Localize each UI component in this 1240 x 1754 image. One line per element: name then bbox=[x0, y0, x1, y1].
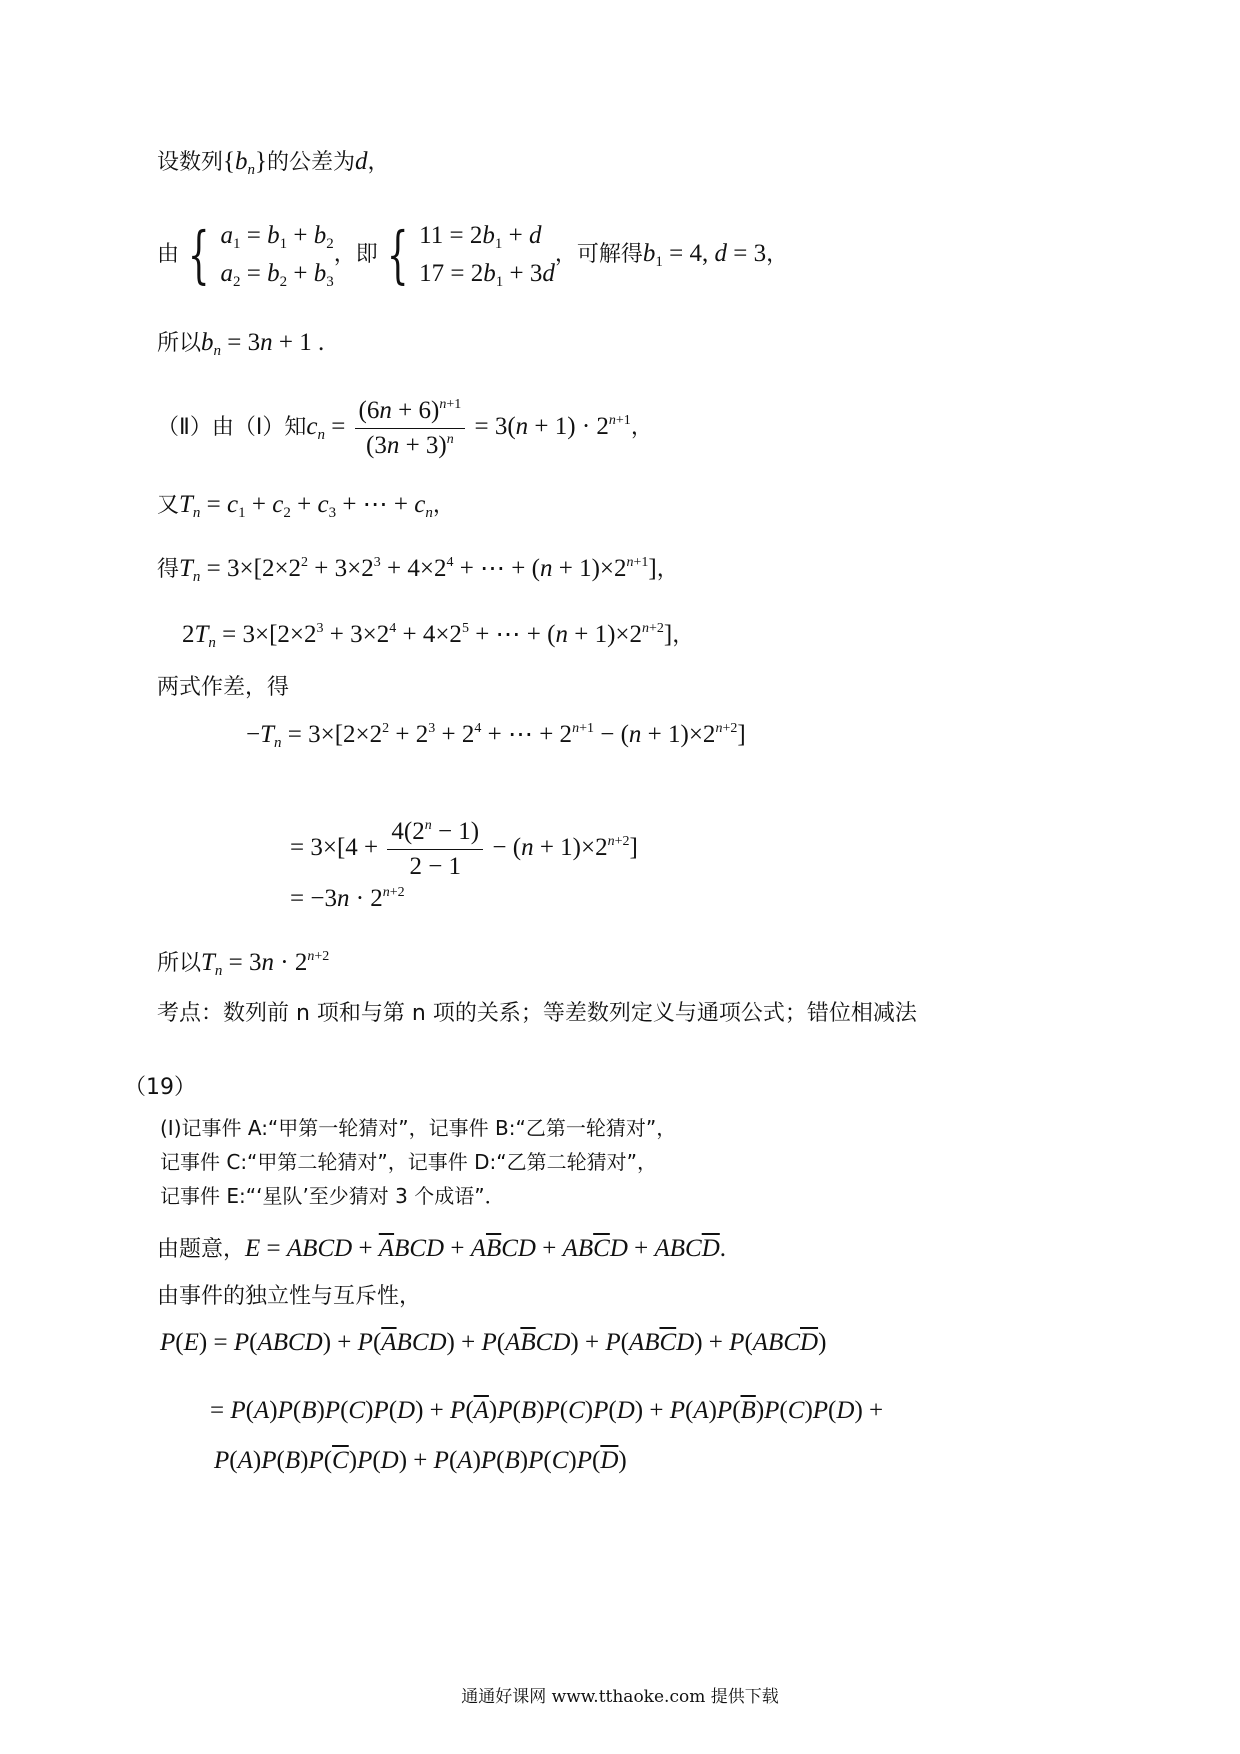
line-pe-expanded-1 bbox=[210, 1396, 883, 1427]
line-geometric-sum bbox=[290, 815, 638, 882]
line-common-difference: 设数列$\{b_n\}$的公差为d， bbox=[157, 148, 390, 178]
q19-event-line-1: (Ⅰ)记事件 A:“甲第一轮猜对”，记事件 B:“乙第一轮猜对”， bbox=[160, 1116, 677, 1140]
line-result-neg bbox=[290, 884, 405, 915]
formula-tn-expanded: $T_n = 3\times[2\times 2^2 + 3\times 2^3 + 4\times 2^4$ + ⋯ + $(n + 1)\times 2^{n+1}$] bbox=[179, 555, 657, 585]
line-system-of-equations: 由 { $a_1 = b_1 + b_2$ $a_2 = b_2 + b_3$ ，即 { $11 = 2b_1 + d$ $17 = 2b_1 + 3d$ ，可解得$b_1 = 4$, d = 3， bbox=[157, 218, 789, 291]
formula-tn-result: $T_n = 3n \cdot 2^{n+2}$ bbox=[201, 949, 330, 979]
formula-pe: P(E) = P(ABCD) + $P(\overline{A}BCD) + P(A\overline{B}CD) + P(AB\overline{C}D) + P(ABC\overline{D})$ bbox=[160, 1329, 827, 1356]
question-number-19: （19） bbox=[124, 1075, 196, 1100]
formula-neg-tn: $-T_n = 3\times[2\times 2^2 + 2^3 + 2^4$ + ⋯ + $2^{n+1} - (n + 1)\times 2^{n+2}$] bbox=[246, 721, 746, 751]
formula-d: d bbox=[355, 148, 368, 175]
line-pe bbox=[160, 1328, 826, 1359]
q19-event-line-2: 记事件 C:“甲第二轮猜对”，记事件 D:“乙第二轮猜对”， bbox=[160, 1150, 658, 1174]
formula-2tn-expanded: $2T_n = 3\times[2\times 2^3 + 3\times 2^4 + 4\times 2^5$ + ⋯ + $(n + 1)\times 2^{n+2}$] bbox=[182, 621, 673, 651]
formula-event-e: E = ABCD + $\overline{A}BCD + A\overline{B}CD + AB\overline{C}D + ABC\overline{D}$. bbox=[245, 1235, 727, 1262]
line-neg-tn bbox=[246, 720, 746, 751]
line-tn-expansion: 得$T_n = 3\times[2\times 2^2 + 3\times 2^3 + 4\times 2^4$ + ⋯ + $(n + 1)\times 2^{n+1}$]， bbox=[157, 555, 679, 585]
formula-pe-expanded-2: $P(A)P(B)P(\overline{C})P(D) + P(A)P(B)P(C)P(\overline{D})$ bbox=[214, 1447, 627, 1474]
line-event-e: 由题意，E = ABCD + $\overline{A}BCD + A\overline{B}CD + AB\overline{C}D + ABC\overline{D}$. bbox=[157, 1235, 727, 1262]
line-pe-expanded-2 bbox=[214, 1446, 627, 1477]
line-independence: 由事件的独立性与互斥性， bbox=[157, 1284, 422, 1309]
line-tn-result: 所以$T_n = 3n \cdot 2^{n+2}$ bbox=[157, 949, 330, 979]
line-kaodian: 考点：数列前 n 项和与第 n 项的关系；等差数列定义与通项公式；错位相减法 bbox=[157, 1001, 917, 1026]
formula-pe-expanded-1: = $P(A)P(B)P(C)P(D) + P(\overline{A})P(B)P(C)P(D) + P(A)P(\overline{B})P(C)P(D)$ + bbox=[210, 1397, 884, 1424]
formula-tn-sum: $T_n = c_1 + c_2 + c_3$ + ⋯ + $c_n$ bbox=[179, 491, 433, 521]
formula-geometric-sum: = 3×[4 + $\frac{4(2^n - 1)}{2 - 1}$ − $(n + 1)\times 2^{n+2}$] bbox=[290, 817, 638, 880]
line-2tn-expansion: $2T_n = 3\times[2\times 2^3 + 3\times 2^4 + 4\times 2^5$ + ⋯ + $(n + 1)\times 2^{n+2}$]， bbox=[182, 621, 695, 651]
formula-system-2: { $11 = 2b_1 + d$ $17 = 2b_1 + 3d$ bbox=[386, 218, 555, 291]
page-footer: 通通好课网 www.tthaoke.com 提供下载 bbox=[461, 1687, 779, 1707]
line-cn-formula: （Ⅱ）由（Ⅰ）知$c_n$ = $\frac{(6n + 6)^{n+1}}{(3n + 3)^n}$ = $3(n + 1) \cdot 2^{n+1}$， bbox=[157, 396, 653, 459]
formula-bn-set: $\{b_n\}$ bbox=[223, 148, 268, 178]
formula-result-neg: = $-3n \cdot 2^{n+2}$ bbox=[290, 885, 405, 912]
line-bn-formula: 所以$b_n = 3n + 1$ . bbox=[157, 329, 325, 359]
q19-event-line-3: 记事件 E:“‘星队’至少猜对 3 个成语”． bbox=[160, 1184, 505, 1208]
line-tn-def: 又$T_n = c_1 + c_2 + c_3$ + ⋯ + $c_n$， bbox=[157, 491, 455, 521]
formula-system-1: { $a_1 = b_1 + b_2$ $a_2 = b_2 + b_3$ bbox=[187, 218, 334, 291]
formula-b1-d: $b_1 = 4$, d = 3 bbox=[642, 240, 767, 270]
formula-cn: $c_n$ = $\frac{(6n + 6)^{n+1}}{(3n + 3)^n}$ = $3(n + 1) \cdot 2^{n+1}$ bbox=[306, 396, 631, 459]
line-subtract: 两式作差，得 bbox=[157, 675, 290, 700]
formula-bn: $b_n = 3n + 1$ . bbox=[201, 329, 325, 359]
